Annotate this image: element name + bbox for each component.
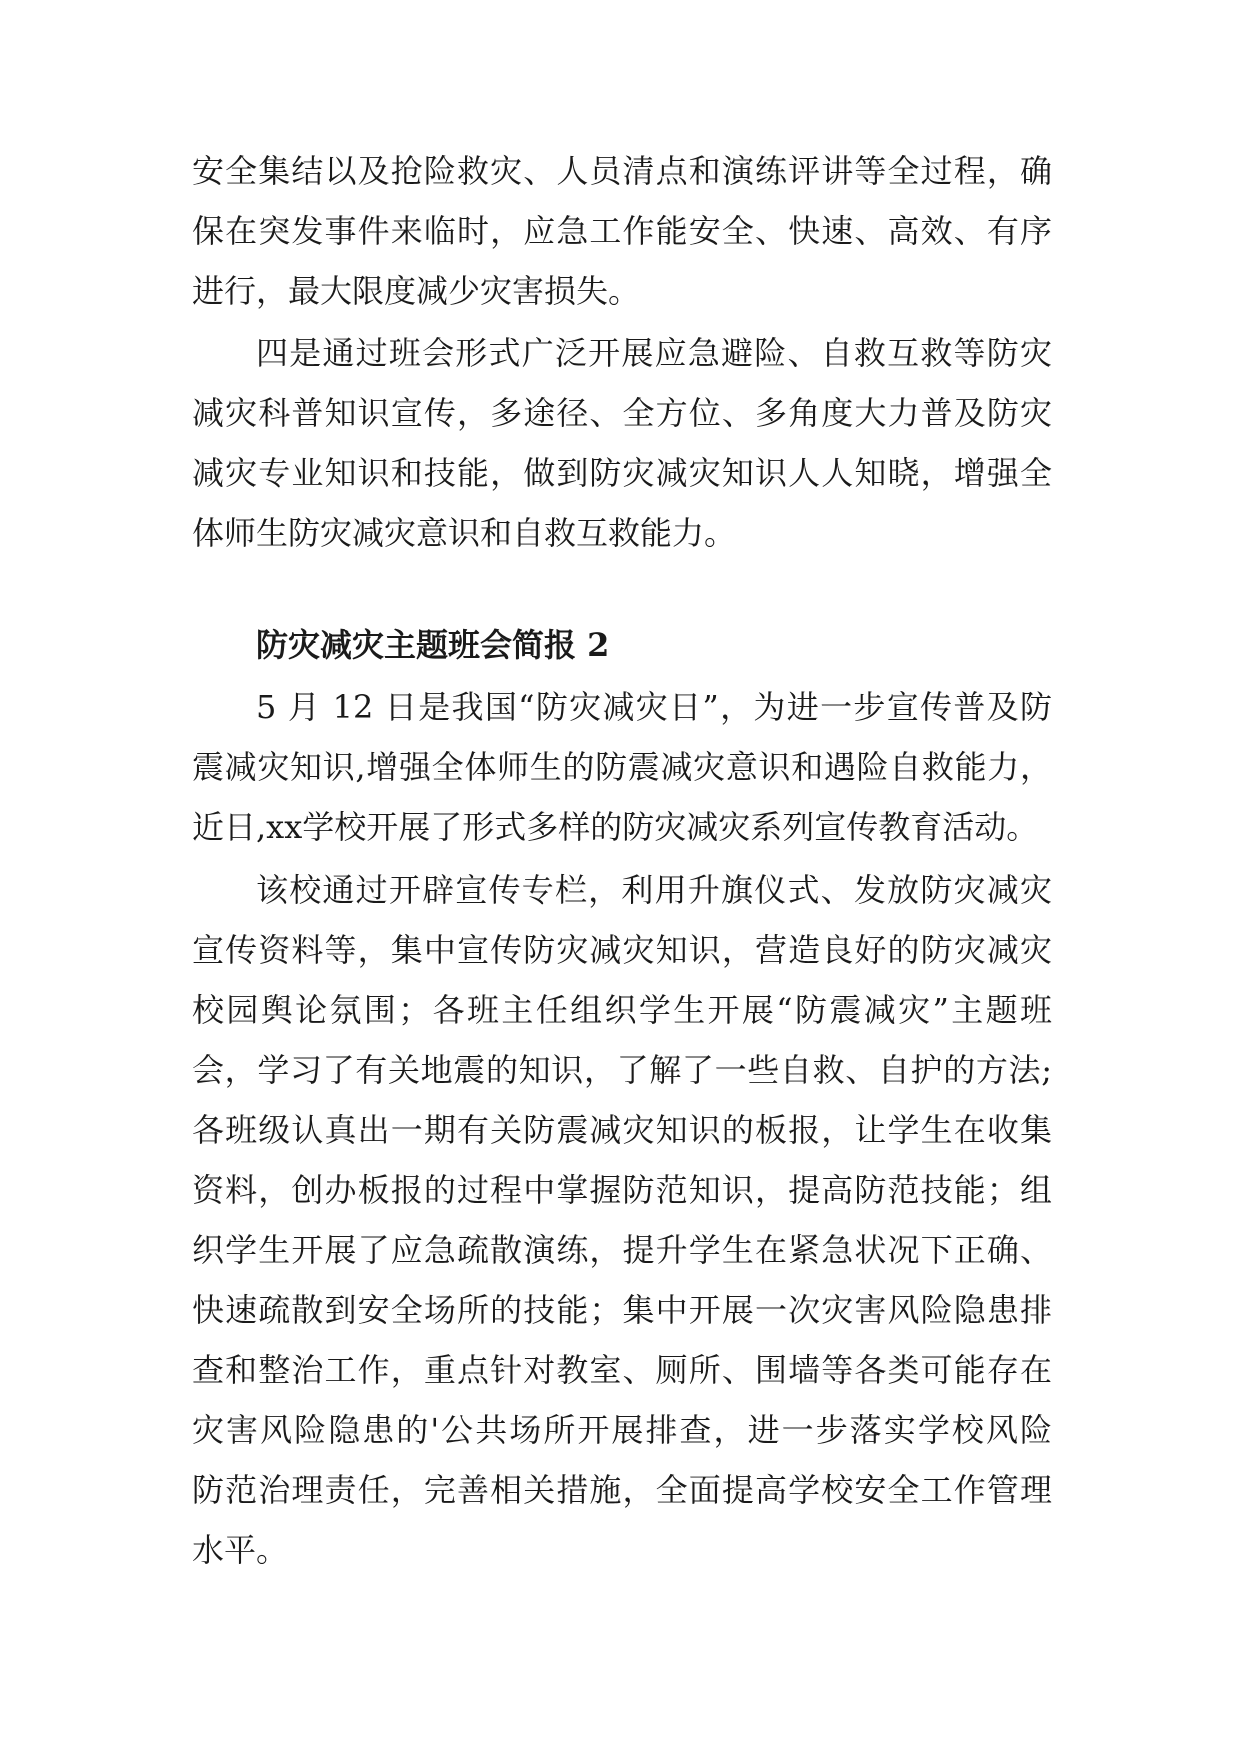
paragraph-line: 快速疏散到安全场所的技能；集中开展一次灾害风险隐患排 <box>192 1291 1052 1329</box>
paragraph-line: 近日,xx学校开展了形式多样的防灾减灾系列宣传教育活动。 <box>192 808 1039 846</box>
paragraph-line: 进行，最大限度减少灾害损失。 <box>192 272 641 310</box>
paragraph-line: 体师生防灾减灾意识和自救互救能力。 <box>192 514 737 552</box>
paragraph-line: 该校通过开辟宣传专栏，利用升旗仪式、发放防灾减灾 <box>256 871 1052 909</box>
paragraph-line: 保在突发事件来临时，应急工作能安全、快速、高效、有序 <box>192 212 1052 250</box>
paragraph-line: 水平。 <box>192 1531 289 1569</box>
paragraph-line: 校园舆论氛围；各班主任组织学生开展“防震减灾”主题班 <box>192 991 1052 1029</box>
paragraph-line: 防范治理责任，完善相关措施，全面提高学校安全工作管理 <box>192 1471 1052 1509</box>
paragraph-line: 各班级认真出一期有关防震减灾知识的板报，让学生在收集 <box>192 1111 1052 1149</box>
paragraph-line: 减灾专业知识和技能，做到防灾减灾知识人人知晓，增强全 <box>192 454 1052 492</box>
paragraph-line: 宣传资料等，集中宣传防灾减灾知识，营造良好的防灾减灾 <box>192 931 1052 969</box>
paragraph-line: 查和整治工作，重点针对教室、厕所、围墙等各类可能存在 <box>192 1351 1052 1389</box>
paragraph-line: 灾害风险隐患的'公共场所开展排查，进一步落实学校风险 <box>192 1411 1052 1449</box>
paragraph-line: 会，学习了有关地震的知识，了解了一些自救、自护的方法; <box>192 1051 1052 1089</box>
paragraph-line: 织学生开展了应急疏散演练，提升学生在紧急状况下正确、 <box>192 1231 1052 1269</box>
paragraph-line: 减灾科普知识宣传，多途径、全方位、多角度大力普及防灾 <box>192 394 1052 432</box>
paragraph-line: 四是通过班会形式广泛开展应急避险、自救互救等防灾 <box>256 334 1052 372</box>
section-heading: 防灾减灾主题班会简报 2 <box>256 626 610 664</box>
paragraph-line: 震减灾知识,增强全体师生的防震减灾意识和遇险自救能力， <box>192 748 1052 786</box>
paragraph-line: 资料，创办板报的过程中掌握防范知识，提高防范技能；组 <box>192 1171 1052 1209</box>
paragraph-line: 5 月 12 日是我国“防灾减灾日”，为进一步宣传普及防 <box>256 688 1052 726</box>
paragraph-line: 安全集结以及抢险救灾、人员清点和演练评讲等全过程，确 <box>192 152 1052 190</box>
